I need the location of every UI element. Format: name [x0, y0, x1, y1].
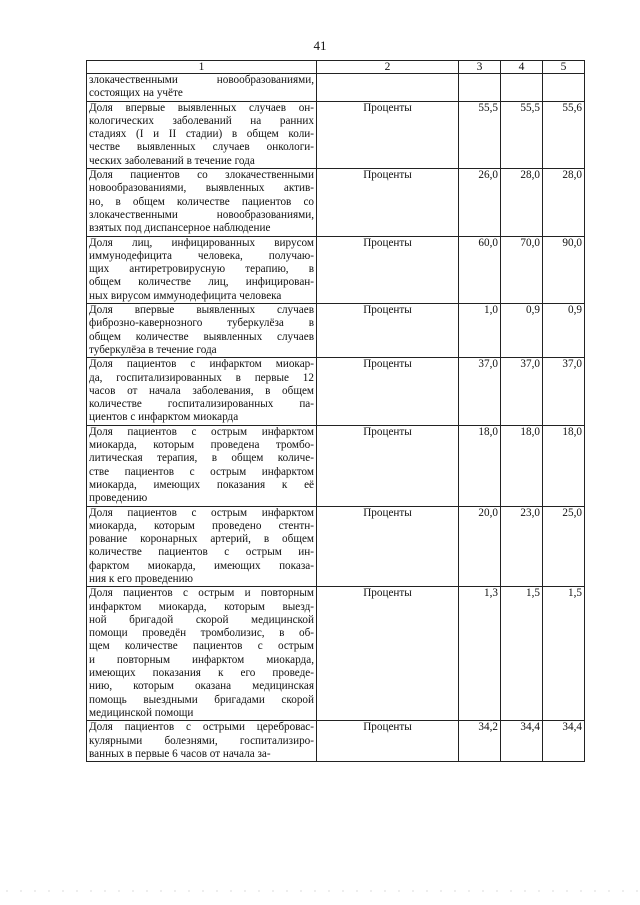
description-line: ния к его проведению — [89, 572, 194, 585]
description-line: Доля пациентов с острым инфарктом — [89, 506, 314, 519]
description-line: ной бригадой скорой медицинской — [89, 613, 314, 626]
table-row — [87, 506, 585, 587]
description-line: но, в общем количестве пациентов со — [89, 195, 314, 208]
table-row — [87, 721, 585, 762]
description-line: медицинской помощи — [89, 706, 194, 719]
description-line: количестве госпитализированных па- — [89, 398, 314, 411]
indicator-description — [87, 721, 317, 762]
description-line: Доля пациентов со злокачественными — [89, 169, 314, 182]
description-line: Доля лиц, инфицированных вирусом — [89, 236, 314, 249]
description-line: ных вирусом иммунодефицита человека — [89, 289, 282, 302]
description-line: фиброзно-кавернозного туберкулёза в — [89, 317, 314, 330]
column-header-4: 4 — [501, 61, 543, 74]
indicator-description — [87, 304, 317, 358]
description-line: миокарда, имеющих показания к её — [89, 478, 314, 491]
value-cell-col-4: 55,5 — [501, 101, 543, 168]
unit-cell — [317, 74, 459, 102]
value-cell-col-4: 0,9 — [501, 304, 543, 358]
description-line: стве пациентов с острым инфарктом — [89, 465, 314, 478]
value-cell-col-4: 70,0 — [501, 236, 543, 303]
value-cell-col-4: 28,0 — [501, 169, 543, 236]
indicator-description — [87, 74, 317, 102]
value-cell-col-5: 90,0 — [543, 236, 585, 303]
value-cell-col-5: 0,9 — [543, 304, 585, 358]
value-cell-col-5: 37,0 — [543, 358, 585, 425]
table-row — [87, 169, 585, 236]
value-cell-col-3 — [459, 74, 501, 102]
table-row — [87, 358, 585, 425]
unit-cell: Проценты — [317, 304, 459, 358]
description-line: иммунодефицита человека, получаю- — [89, 249, 314, 262]
description-line: миокарда, которым проведена тромбо- — [89, 439, 314, 452]
value-cell-col-3: 34,2 — [459, 721, 501, 762]
value-cell-col-5 — [543, 74, 585, 102]
unit-cell: Проценты — [317, 587, 459, 721]
value-cell-col-3: 20,0 — [459, 506, 501, 587]
description-line: злокачественными новообразованиями, — [89, 208, 314, 221]
value-cell-col-3: 55,5 — [459, 101, 501, 168]
description-line: общем количестве лиц, инфицирован- — [89, 276, 314, 289]
description-line: стадиях (I и II стадии) в общем коли- — [89, 128, 314, 141]
description-line: инфарктом миокарда, которым выезд- — [89, 600, 314, 613]
indicator-description — [87, 101, 317, 168]
unit-cell: Проценты — [317, 236, 459, 303]
description-line: количестве пациентов с острым ин- — [89, 546, 314, 559]
value-cell-col-4: 18,0 — [501, 425, 543, 506]
unit-cell: Проценты — [317, 101, 459, 168]
unit-cell: Проценты — [317, 721, 459, 762]
value-cell-col-3: 1,3 — [459, 587, 501, 721]
value-cell-col-3: 1,0 — [459, 304, 501, 358]
description-line: нию, которым оказана медицинская — [89, 680, 314, 693]
table-body — [87, 74, 585, 762]
value-cell-col-4: 34,4 — [501, 721, 543, 762]
value-cell-col-5: 18,0 — [543, 425, 585, 506]
description-line: честве выявленных случаев онкологи- — [89, 141, 314, 154]
value-cell-col-5: 28,0 — [543, 169, 585, 236]
description-line: новообразованиями, выявленных актив- — [89, 182, 314, 195]
table-row — [87, 425, 585, 506]
description-line: часов от начала заболевания, в общем — [89, 384, 314, 397]
column-header-2: 2 — [317, 61, 459, 74]
value-cell-col-5: 55,6 — [543, 101, 585, 168]
description-line: туберкулёза в течение года — [89, 343, 217, 356]
description-line: Доля впервые выявленных случаев — [89, 304, 314, 317]
description-line: взятых под диспансерное наблюдение — [89, 222, 271, 235]
description-line: проведению — [89, 492, 148, 505]
unit-cell: Проценты — [317, 169, 459, 236]
indicator-description — [87, 506, 317, 587]
indicator-description — [87, 169, 317, 236]
column-header-3: 3 — [459, 61, 501, 74]
description-line: Доля пациентов с острым инфарктом — [89, 425, 314, 438]
table-row — [87, 236, 585, 303]
description-line: ванных в первые 6 часов от начала за- — [89, 747, 271, 760]
value-cell-col-4: 37,0 — [501, 358, 543, 425]
value-cell-col-3: 37,0 — [459, 358, 501, 425]
value-cell-col-3: 18,0 — [459, 425, 501, 506]
value-cell-col-4: 23,0 — [501, 506, 543, 587]
description-line: циентов с инфарктом миокарда — [89, 411, 239, 424]
description-line: состоящих на учёте — [89, 87, 183, 100]
value-cell-col-3: 60,0 — [459, 236, 501, 303]
unit-cell: Проценты — [317, 425, 459, 506]
value-cell-col-5: 25,0 — [543, 506, 585, 587]
unit-cell: Проценты — [317, 358, 459, 425]
indicator-description — [87, 236, 317, 303]
column-header-1: 1 — [87, 61, 317, 74]
description-line: Доля пациентов с инфарктом миокар- — [89, 358, 314, 371]
indicator-table — [86, 60, 585, 762]
description-line: и повторным инфарктом миокарда, — [89, 653, 314, 666]
description-line: миокарда, которым проведено стентн- — [89, 519, 314, 532]
table-row — [87, 304, 585, 358]
value-cell-col-5: 34,4 — [543, 721, 585, 762]
description-line: общем количестве выявленных случаев — [89, 330, 314, 343]
column-header-5: 5 — [543, 61, 585, 74]
description-line: Доля пациентов с острым и повторным — [89, 587, 314, 600]
table-header-row — [87, 61, 585, 74]
description-line: щих антиретровирусную терапию, в — [89, 263, 314, 276]
description-line: литическая терапия, в общем количе- — [89, 452, 314, 465]
description-line: Доля пациентов с острыми цереброваc- — [89, 721, 314, 734]
unit-cell: Проценты — [317, 506, 459, 587]
page-number: 41 — [313, 38, 327, 53]
scan-noise-strip — [0, 888, 640, 894]
value-cell-col-4: 1,5 — [501, 587, 543, 721]
value-cell-col-3: 26,0 — [459, 169, 501, 236]
table-row — [87, 74, 585, 102]
value-cell-col-4 — [501, 74, 543, 102]
description-line: ческих заболеваний в течение года — [89, 154, 255, 167]
description-line: рование коронарных артерий, в общем — [89, 533, 314, 546]
description-line: щем количестве пациентов с острым — [89, 640, 314, 653]
description-line: фарктом миокарда, имеющих показа- — [89, 559, 314, 572]
description-line: помощь выездными бригадами скорой — [89, 693, 314, 706]
indicator-description — [87, 425, 317, 506]
indicator-description — [87, 358, 317, 425]
description-line: Доля впервые выявленных случаев он- — [89, 101, 314, 114]
value-cell-col-5: 1,5 — [543, 587, 585, 721]
table-row — [87, 587, 585, 721]
description-line: злокачественными новообразованиями, — [89, 74, 314, 86]
indicator-description — [87, 587, 317, 721]
description-line: кулярными болезнями, госпитализиро- — [89, 734, 314, 747]
description-line: да, госпитализированных в первые 12 — [89, 371, 314, 384]
description-line: помощи проведён тромболизис, в об- — [89, 627, 314, 640]
description-line: кологических заболеваний на ранних — [89, 114, 314, 127]
table-row — [87, 101, 585, 168]
description-line: имеющих показания к его проведе- — [89, 667, 314, 680]
